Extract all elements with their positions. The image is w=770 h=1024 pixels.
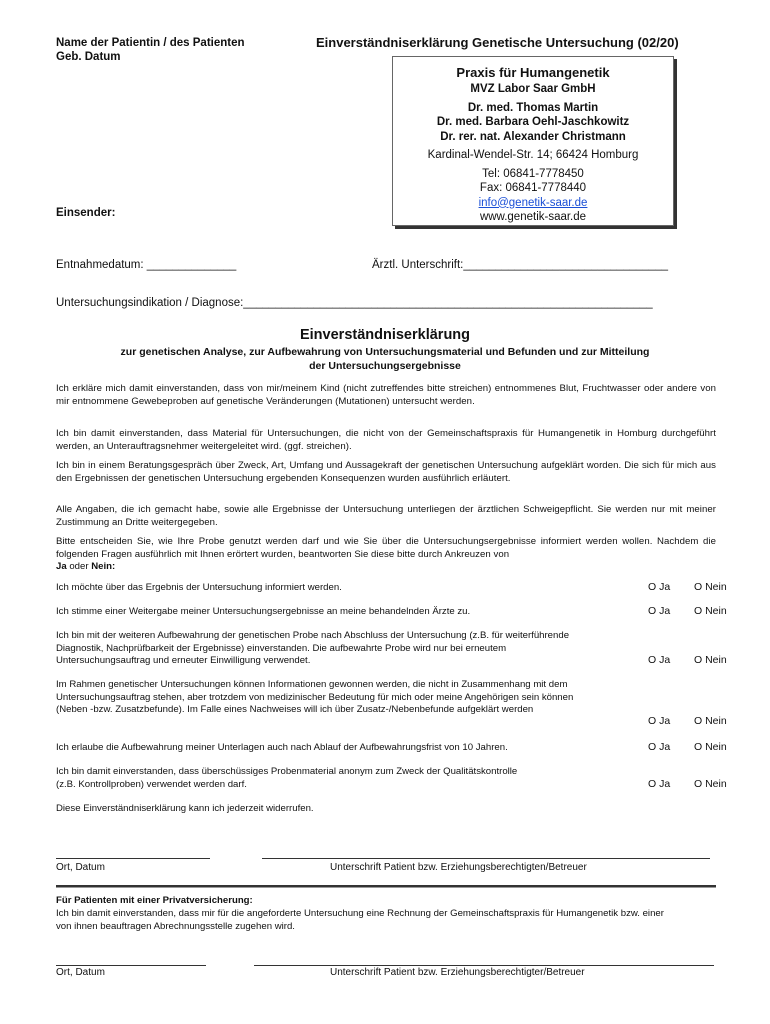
paragraph-counseling: Ich bin in einem Beratungsgespräch über Zweck, Art, Umfang und Aussagekraft der genetischen Untersuchung aufgeklärt worden. Die sich für mich aus den Ergebnissen der genetischen Untersuchung ergebenden Konsequenzen wurden ausführlich erläutert. [56,460,716,484]
place-date-label-2: Ort, Datum [56,967,105,978]
praxis-address: Kardinal-Wendel-Str. 14; 66424 Homburg [427,149,639,161]
praxis-box [392,56,674,226]
question-2-ja[interactable]: O Ja [648,605,671,617]
question-2: Ich stimme einer Weitergabe meiner Untersuchungsergebnisse an meine behandelnden Ärzte zu. [56,606,471,617]
place-date-line-1[interactable] [56,858,210,859]
answer-hint-oder: oder [66,561,92,572]
private-text: Ich bin damit einverstanden, dass mir für die angeforderte Untersuchung eine Rechnung der Gemeinschaftspraxis für Humangenetik bzw. einer von ihnen beauftragen Abrechnungsstelle zugehen wird. [56,908,664,932]
section-subheading-1: zur genetischen Analyse, zur Aufbewahrung von Untersuchungsmaterial und Befunden und zur Mitteilung [120,346,650,358]
indikation-field[interactable]: Untersuchungsindikation / Diagnose:________________________________________________________________ [56,297,653,309]
praxis-fax: Fax: 06841-7778440 [479,182,587,194]
question-3: Ich bin mit der weiteren Aufbewahrung der genetischen Probe nach Abschluss der Untersuchung (z.B. für weiterführende Diagnostik, Nachprüfbarkeit der Ergebnisse) einverstanden. Die aufbewahrte Probe wird nur bei erneutem Untersuchungsauftrag und erneuter Einwilligung verwendet. [56,630,570,666]
signature-label-1: Unterschrift Patient bzw. Erziehungsberechtigten/Betreuer [330,862,587,873]
patient-name-label: Name der Patientin / des Patienten [56,37,245,49]
entnahmedatum-field[interactable]: Entnahmedatum: ______________ [56,259,237,271]
question-5: Ich erlaube die Aufbewahrung meiner Unterlagen auch nach Ablauf der Aufbewahrungsfrist von 10 Jahren. [56,742,508,753]
signature-label-2: Unterschrift Patient bzw. Erziehungsberechtigter/Betreuer [330,967,585,978]
birth-date-label: Geb. Datum [56,51,121,63]
doctor-2: Dr. med. Barbara Oehl-Jaschkowitz [436,116,630,128]
section-heading: Einverständniserklärung [299,327,471,343]
question-6: Ich bin damit einverstanden, dass überschüssiges Probenmaterial anonym zum Zweck der Qualitätskontrolle (z.B. Kontrollproben) verwendet werden darf. [56,766,518,790]
signature-line-2[interactable] [254,965,714,966]
paragraph-instructions [56,536,716,561]
question-1: Ich möchte über das Ergebnis der Untersuchung informiert werden. [56,582,342,593]
question-4-nein[interactable]: O Nein [694,715,727,727]
question-4: Im Rahmen genetischer Untersuchungen können Informationen gewonnen werden, die nicht in Zusammenhang mit dem Untersuchungsauftrag stehen, aber trotzdem von medizinischer Bedeutung für mich oder meine Angehörigen sein können (Neben -bzw. Zusatzbefunde). Im Falle eines Nachweises will ich über Zusatz-/Nebenbefunde aufgeklärt werden [56,679,574,715]
place-date-line-2[interactable] [56,965,206,966]
answer-hint [56,561,115,572]
place-date-label-1: Ort, Datum [56,862,105,873]
question-6-nein[interactable]: O Nein [694,778,727,790]
praxis-web: www.genetik-saar.de [479,211,587,223]
question-4-ja[interactable]: O Ja [648,715,671,727]
answer-hint-nein: Nein: [91,561,116,572]
private-heading: Für Patienten mit einer Privatversicherung: [56,895,253,906]
praxis-tel: Tel: 06841-7778450 [482,167,584,180]
signature-line-1[interactable] [262,858,710,859]
revocation-note: Diese Einverständniserklärung kann ich jederzeit widerrufen. [56,803,314,814]
doctor-3: Dr. rer. nat. Alexander Christmann [440,130,626,143]
question-2-nein[interactable]: O Nein [694,605,727,617]
question-5-nein[interactable]: O Nein [694,741,727,753]
paragraph-consent: Ich erkläre mich damit einverstanden, dass von mir/meinem Kind (nicht zutreffendes bitte streichen) entnommenes Blut, Fruchtwasser oder andere von mir entnommene Gewebeproben auf genetische Veränderungen (Mutationen) untersucht werden. [56,383,716,407]
sender-label: Einsender: [56,207,116,219]
question-3-ja[interactable]: O Ja [648,654,671,666]
question-1-nein[interactable]: O Nein [694,581,727,593]
question-3-nein[interactable]: O Nein [694,654,727,666]
question-5-ja[interactable]: O Ja [648,741,671,753]
page-title: Einverständniserklärung Genetische Untersuchung (02/20) [316,35,679,50]
section-divider [56,885,716,888]
answer-hint-ja: Ja [56,561,67,572]
paragraph-confidentiality: Alle Angaben, die ich gemacht habe, sowie alle Ergebnisse der Untersuchung unterliegen der ärztlichen Schweigepflicht. Sie werden nur mit meiner Zustimmung an Dritte weitergegeben. [56,504,716,528]
paragraph-subcontract: Ich bin damit einverstanden, dass Material für Untersuchungen, die nicht von der Gemeinschaftspraxis für Humangenetik in Homburg durchgeführt werden, an Unterauftragsnehmer weitergeleitet wird. (ggf. streichen). [56,428,716,452]
praxis-email-link[interactable]: info@genetik-saar.de [478,196,588,209]
instructions-text: Bitte entscheiden Sie, wie Ihre Probe genutzt werden darf und wie Sie über die Untersuchungsergebnisse informiert werden wollen. Nachdem die folgenden Fragen ausführlich mit Ihnen erörtert wurden, beantworten Sie diese bitte durch Ankreuzen von [56,536,716,560]
question-1-ja[interactable]: O Ja [648,581,671,593]
praxis-company: MVZ Labor Saar GmbH [470,83,596,95]
praxis-name: Praxis für Humangenetik [456,65,610,80]
doctor-1: Dr. med. Thomas Martin [467,101,599,114]
question-6-ja[interactable]: O Ja [648,778,671,790]
section-subheading-2: der Untersuchungsergebnisse [309,360,461,372]
doctor-signature-field[interactable]: Ärztl. Unterschrift:________________________________ [372,259,669,271]
